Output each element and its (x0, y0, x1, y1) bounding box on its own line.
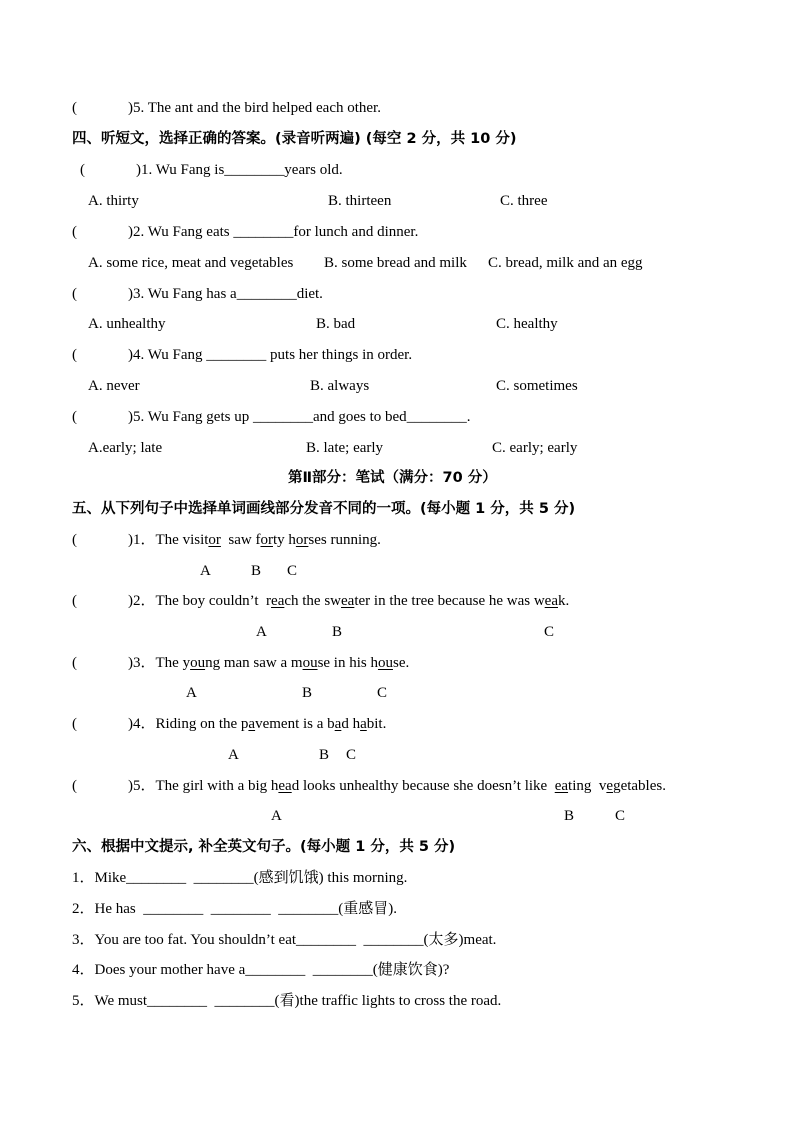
section4-q1-option-b: B. thirteen (328, 193, 392, 209)
section4-q4-option-a: A. never (88, 378, 140, 394)
section5-q3-mark-b: B (302, 685, 313, 701)
section6-item-2: 2．He has ________ ________ ________(重感冒). (72, 901, 397, 917)
section5-q2-paren: ( (72, 593, 77, 609)
section4-q4-option-c: C. sometimes (496, 378, 578, 394)
section6-item-3: 3．You are too fat. You shouldn’t eat________ ________(太多)meat. (72, 932, 497, 948)
section5-q4-mark-c: C (346, 747, 357, 763)
section6-title: 六、根据中文提示, 补全英文句子。(每小题 1 分，共 5 分) (72, 839, 456, 855)
section5-q1-mark-b: B (251, 563, 262, 579)
section5-q2-mark-b: B (332, 624, 343, 640)
section5-q4-sentence: )4．Riding on the pavement is a bad habit. (128, 716, 387, 732)
section4-q2-option-b: B. some bread and milk (324, 255, 467, 271)
section5-q3-paren: ( (72, 655, 77, 671)
section4-q3-paren: ( (72, 286, 77, 302)
top-item-paren: ( (72, 100, 77, 116)
section4-q5-paren: ( (72, 409, 77, 425)
section5-q5-sentence: )5．The girl with a big head looks unhealthy because she doesn’t like eating vegetables. (128, 778, 666, 794)
section5-q1-paren: ( (72, 532, 77, 548)
section5-q2-mark-a: A (256, 624, 267, 640)
section4-q4-stem: )4. Wu Fang ________ puts her things in order. (128, 347, 413, 363)
section6-item-1: 1．Mike________ ________(感到饥饿) this morning. (72, 870, 408, 886)
section4-q1-paren: ( (80, 162, 85, 178)
section5-title: 五、从下列句子中选择单词画线部分发音不同的一项。(每小题 1 分，共 5 分) (72, 501, 576, 517)
section4-q4-paren: ( (72, 347, 77, 363)
section5-q3-mark-c: C (377, 685, 388, 701)
section5-q3-mark-a: A (186, 685, 197, 701)
section4-title: 四、听短文，选择正确的答案。(录音听两遍) (每空 2 分，共 10 分) (72, 131, 517, 147)
section5-q1-mark-c: C (287, 563, 298, 579)
section5-q4-mark-a: A (228, 747, 239, 763)
section5-q4-paren: ( (72, 716, 77, 732)
section4-q2-stem: )2. Wu Fang eats ________for lunch and dinner. (128, 224, 419, 240)
section6-item-5: 5．We must________ ________(看)the traffic lights to cross the road. (72, 993, 502, 1009)
section5-q5-mark-b: B (564, 808, 575, 824)
section4-q3-option-b: B. bad (316, 316, 356, 332)
section5-q2-sentence: )2．The boy couldn’t reach the sweater in the tree because he was weak. (128, 593, 570, 609)
section5-q4-mark-b: B (319, 747, 330, 763)
section4-q3-option-c: C. healthy (496, 316, 558, 332)
section5-q2-mark-c: C (544, 624, 555, 640)
section5-q5-mark-a: A (271, 808, 282, 824)
section4-q5-option-a: A.early; late (88, 440, 163, 456)
section4-q2-option-c: C. bread, milk and an egg (488, 255, 643, 271)
section5-q5-mark-c: C (615, 808, 626, 824)
section4-q5-option-c: C. early; early (492, 440, 578, 456)
part2-title: 第Ⅱ部分：笔试（满分：70 分） (288, 470, 497, 486)
section4-q5-option-b: B. late; early (306, 440, 384, 456)
section5-q5-paren: ( (72, 778, 77, 794)
top-item-text: )5. The ant and the bird helped each other. (128, 100, 381, 116)
section4-q5-stem: )5. Wu Fang gets up ________and goes to bed________. (128, 409, 471, 425)
section4-q3-stem: )3. Wu Fang has a________diet. (128, 286, 323, 302)
section4-q2-option-a: A. some rice, meat and vegetables (88, 255, 294, 271)
section5-q1-mark-a: A (200, 563, 211, 579)
section4-q1-option-a: A. thirty (88, 193, 139, 209)
section6-item-4: 4．Does your mother have a________ ________(健康饮食)? (72, 962, 450, 978)
section4-q1-option-c: C. three (500, 193, 548, 209)
section4-q3-option-a: A. unhealthy (88, 316, 166, 332)
section4-q2-paren: ( (72, 224, 77, 240)
section5-q1-sentence: )1．The visitor saw forty horses running. (128, 532, 381, 548)
section5-q3-sentence: )3．The young man saw a mouse in his house. (128, 655, 410, 671)
section4-q1-stem: )1. Wu Fang is________years old. (136, 162, 343, 178)
section4-q4-option-b: B. always (310, 378, 370, 394)
